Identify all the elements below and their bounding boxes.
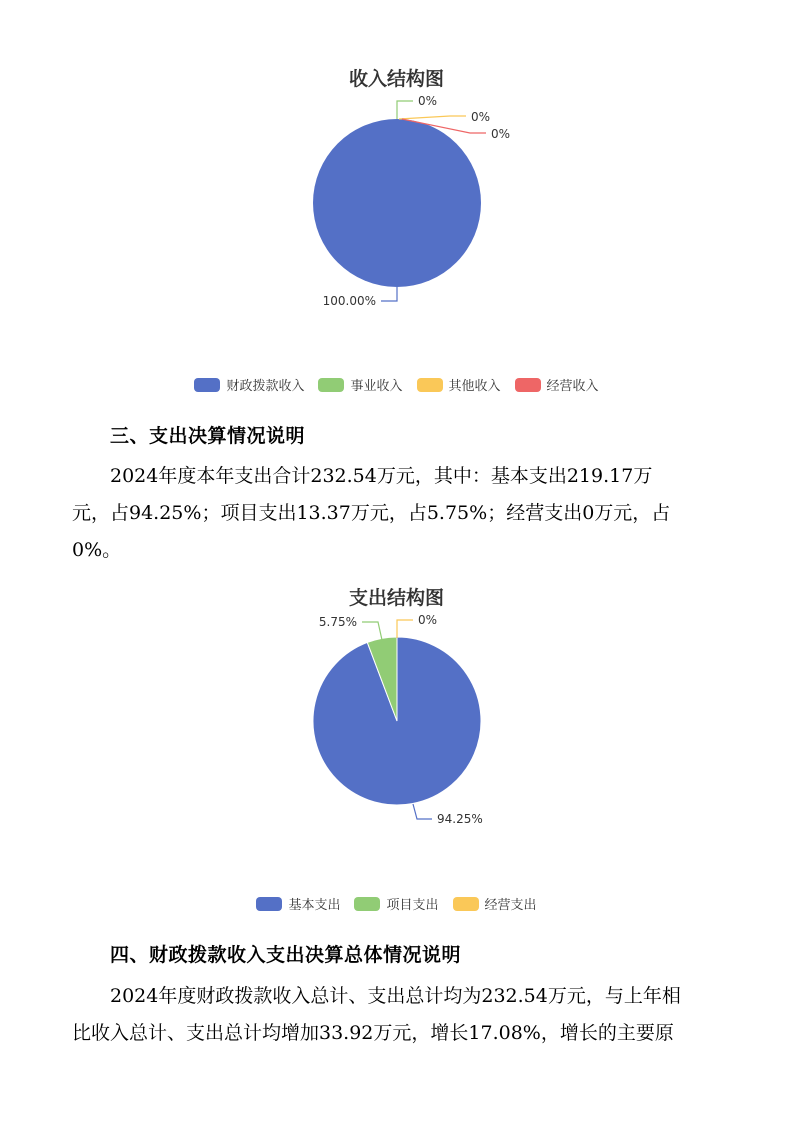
income-legend: [0, 375, 793, 394]
label-other-income: 0%: [471, 110, 491, 124]
legend-item-other-income[interactable]: [417, 375, 501, 394]
section-heading-fiscal-appropriation: 四、财政拨款收入支出决算总体情况说明: [110, 944, 462, 966]
expense-chart-title: 支出结构图: [348, 587, 444, 609]
legend-item-project-expense[interactable]: [354, 894, 438, 913]
section-heading-expenditure: 三、支出决算情况说明: [110, 425, 306, 447]
paragraph-line: 元，占94.25%；项目支出13.37万元，占5.75%；经营支出0万元，占: [72, 502, 671, 524]
leader-line-business-income: [397, 101, 413, 119]
expense-pie-chart: [0, 608, 793, 833]
legend-swatch: [354, 897, 380, 911]
leader-line-fiscal-income: [381, 287, 397, 301]
expense-pie-slices: [313, 637, 481, 805]
label-operating-expense: 0%: [418, 613, 438, 627]
leader-line-other-income: [399, 116, 466, 119]
paragraph-fiscal-appropriation: [72, 978, 732, 1052]
label-operating-income: 0%: [491, 127, 511, 141]
legend-swatch: [515, 378, 541, 392]
paragraph-line: 0%。: [72, 539, 122, 561]
expense-legend: [0, 894, 793, 913]
legend-label: 经营支出: [484, 898, 537, 913]
paragraph-line: 2024年度财政拨款收入总计、支出总计均为232.54万元，与上年相: [110, 985, 681, 1007]
legend-swatch: [417, 378, 443, 392]
legend-label: 其他收入: [448, 379, 501, 394]
legend-item-business-income[interactable]: [318, 375, 402, 394]
label-fiscal-income: 100.00%: [322, 294, 376, 308]
legend-item-operating-income[interactable]: [515, 375, 599, 394]
legend-label: 事业收入: [350, 379, 403, 394]
legend-swatch: [318, 378, 344, 392]
paragraph-line: 2024年度本年支出合计232.54万元，其中：基本支出219.17万: [110, 465, 653, 487]
legend-swatch: [194, 378, 220, 392]
income-pie-chart: [0, 90, 793, 320]
paragraph-line: 比收入总计、支出总计均增加33.92万元，增长17.08%，增长的主要原: [72, 1022, 674, 1044]
paragraph-expenditure: [72, 458, 732, 569]
legend-item-operating-expense[interactable]: [453, 894, 537, 913]
legend-label: 经营收入: [546, 379, 599, 394]
label-project-expense: 5.75%: [318, 615, 357, 629]
legend-label: 基本支出: [288, 898, 341, 913]
label-basic-expense: 94.25%: [437, 812, 483, 826]
leader-line-project-expense: [362, 622, 382, 640]
label-business-income: 0%: [418, 94, 438, 108]
legend-swatch: [453, 897, 479, 911]
leader-line-operating-expense: [397, 620, 413, 638]
legend-swatch: [256, 897, 282, 911]
leader-line-basic-expense: [413, 804, 432, 819]
legend-item-basic-expense[interactable]: [256, 894, 340, 913]
income-chart-title: 收入结构图: [348, 68, 444, 90]
legend-label: 财政拨款收入: [226, 379, 305, 394]
pie-slice-fiscal-income: [313, 119, 481, 287]
legend-label: 项目支出: [386, 898, 439, 913]
legend-item-fiscal-income[interactable]: [194, 375, 304, 394]
